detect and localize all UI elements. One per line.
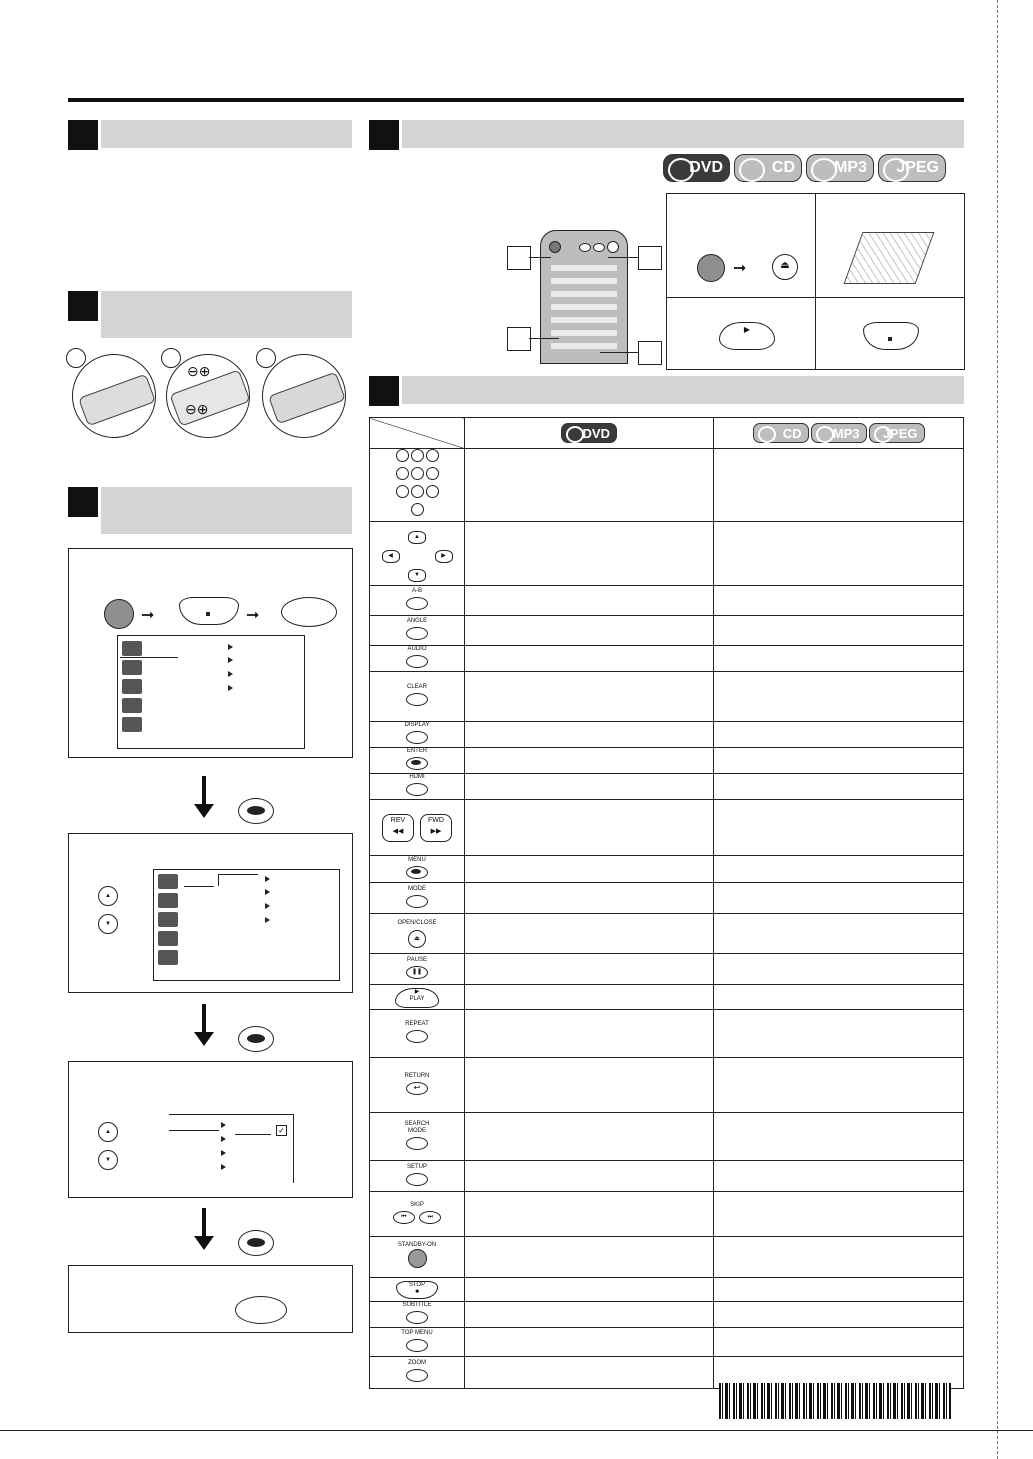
- open-close-button-label: OPEN/CLOSE: [397, 919, 437, 926]
- table-row: [370, 616, 964, 646]
- arrow-right-icon: ➞: [733, 260, 747, 277]
- battery-step-1: [72, 354, 156, 438]
- stop-button-icon: STOP ■: [396, 1281, 438, 1299]
- fwd-button-label: FWD: [428, 816, 444, 824]
- disc-icon: [811, 158, 837, 182]
- cursor-buttons-icon: ▲ ◀ ▶ ▼: [370, 522, 465, 586]
- table-row: [370, 1278, 964, 1302]
- arrow-right-icon: ➞: [246, 607, 260, 624]
- dvd-badge: DVD: [663, 154, 730, 182]
- mode-button-label: MODE: [408, 885, 426, 892]
- table-row: [370, 449, 964, 522]
- disc-icon: [883, 158, 909, 182]
- display-icon: [158, 893, 178, 908]
- disc-icon: [668, 158, 694, 182]
- enter-button-icon: [238, 1230, 274, 1256]
- submenu-arrow-icon: [228, 657, 233, 663]
- callout-3: [507, 327, 531, 351]
- up-button-icon: ▲: [98, 886, 118, 906]
- search-mode-button-icon: [406, 1137, 428, 1150]
- table-row: [370, 914, 964, 954]
- battery-step-2: ⊖⊕ ⊖⊕: [166, 354, 250, 438]
- down-button-icon: ▼: [98, 1150, 118, 1170]
- setup-menu-screen: [117, 635, 305, 749]
- skip-back-button-icon: ⏮: [393, 1211, 415, 1224]
- clear-button-label: CLEAR: [406, 684, 427, 690]
- menu-underline: [169, 1130, 219, 1131]
- table-row: [370, 1161, 964, 1192]
- video-icon: [158, 912, 178, 927]
- gear-icon: [122, 717, 142, 732]
- open-close-button-icon: ⏏: [408, 930, 426, 948]
- arrow-down-icon: [202, 776, 206, 806]
- callout-4: [638, 341, 662, 365]
- submenu-arrow-icon: [228, 644, 233, 650]
- subtitle-button-label: SUBTITLE: [402, 1302, 432, 1308]
- section-1-header: [101, 120, 352, 148]
- video-icon: [122, 679, 142, 694]
- audio-button-label: AUDIO: [407, 646, 427, 652]
- table-row: [370, 672, 964, 722]
- table-row: [370, 522, 964, 586]
- menu-button-icon: [406, 866, 428, 879]
- submenu-arrow-icon: [265, 876, 270, 882]
- top-menu-button-icon: [406, 1339, 428, 1352]
- setup-button-icon: [235, 1296, 287, 1324]
- angle-button-label: ANGLE: [406, 618, 428, 624]
- arrow-down-icon: [202, 1004, 206, 1034]
- submenu-arrow-icon: [228, 671, 233, 677]
- setup-button-icon: [406, 1173, 428, 1186]
- section-2-marker: [68, 291, 98, 321]
- setup-step-3: [68, 1061, 353, 1198]
- down-button-icon: ▼: [98, 914, 118, 934]
- menu-underline: [218, 874, 219, 886]
- ab-button-label: A-B: [411, 588, 422, 594]
- dvd-badge: DVD: [561, 423, 617, 443]
- table-row: [370, 646, 964, 672]
- skip-button-label: SKIP: [410, 1201, 424, 1208]
- section-2-header: [101, 291, 352, 338]
- submenu-arrow-icon: [221, 1150, 226, 1156]
- arrow-down-icon: [202, 1208, 206, 1238]
- top-menu-button-label: TOP MENU: [401, 1329, 433, 1336]
- submenu-arrow-icon: [221, 1164, 226, 1170]
- table-row: [370, 985, 964, 1010]
- play-button-icon: ▶: [719, 322, 775, 350]
- table-row: [370, 774, 964, 800]
- audio-icon: [158, 931, 178, 946]
- table-row: [370, 954, 964, 985]
- skip-forward-button-icon: ⏭: [419, 1211, 441, 1224]
- button-function-table: [369, 417, 964, 1389]
- hdmi-button-icon: [406, 783, 428, 796]
- language-icon: [158, 874, 178, 889]
- stop-button-icon: [863, 322, 919, 350]
- section-5-marker: [369, 376, 399, 406]
- hdmi-button-label: HDMI: [409, 774, 425, 780]
- disc-icon: [816, 426, 834, 443]
- jpeg-badge: JPEG: [869, 423, 925, 443]
- callout-line: [529, 338, 559, 339]
- enter-button-label: ENTER: [406, 748, 428, 754]
- zoom-button-icon: [406, 1369, 428, 1382]
- table-row: [370, 1010, 964, 1058]
- return-button-icon: ↩: [406, 1082, 428, 1095]
- standby-button-icon: [104, 599, 134, 629]
- return-button-label: RETURN: [404, 1072, 430, 1079]
- enter-button-icon: [238, 798, 274, 824]
- table-row: [370, 1302, 964, 1328]
- table-row: [370, 883, 964, 914]
- bottom-rule: [0, 1430, 1033, 1431]
- enter-button-icon: [238, 1026, 274, 1052]
- repeat-button-label: REPEAT: [405, 1021, 429, 1027]
- open-close-button-icon: ⏏: [772, 254, 798, 280]
- callout-2: [638, 246, 662, 270]
- submenu-arrow-icon: [265, 917, 270, 923]
- display-icon: [122, 660, 142, 675]
- disc-icon: [874, 426, 892, 443]
- table-row: [370, 748, 964, 774]
- up-button-icon: ▲: [98, 1122, 118, 1142]
- table-header-row: [370, 418, 964, 449]
- audio-icon: [122, 698, 142, 713]
- stop-button-label: STOP: [408, 1282, 426, 1288]
- playback-steps-grid: [666, 193, 965, 370]
- table-row: [370, 586, 964, 616]
- setup-step-2: [68, 833, 353, 993]
- table-row: [370, 1113, 964, 1161]
- mp3-badge: MP3: [806, 154, 874, 182]
- menu-underline: [218, 874, 258, 875]
- cut-line: [997, 0, 998, 1459]
- battery-step-3-marker: [256, 348, 276, 368]
- table-row: [370, 800, 964, 856]
- submenu-arrow-icon: [221, 1122, 226, 1128]
- cd-mp3-jpeg-column-header: [714, 418, 964, 449]
- table-row: [370, 1237, 964, 1278]
- rev-button-label: REV: [390, 816, 406, 824]
- table-row: [370, 722, 964, 748]
- stop-button-icon: [179, 597, 239, 625]
- display-button-label: DISPLAY: [404, 722, 430, 728]
- section-3-marker: [68, 487, 98, 517]
- standby-button-icon: [697, 254, 725, 282]
- section-5-header: [402, 376, 964, 404]
- top-rule: [68, 98, 964, 102]
- corner-cell: [370, 418, 465, 449]
- play-button-icon: ▶ PLAY: [395, 988, 439, 1008]
- section-4-marker: [369, 120, 399, 150]
- arrow-right-icon: ➞: [141, 607, 155, 624]
- rev-fwd-buttons-icon: REV ◀◀FWD ▶▶: [370, 800, 465, 856]
- barcode: [719, 1383, 951, 1419]
- clear-button-icon: [406, 693, 428, 706]
- setup-step-4: [68, 1265, 353, 1333]
- setup-menu-screen: [153, 869, 340, 981]
- battery-step-2-marker: [161, 348, 181, 368]
- repeat-button-icon: [406, 1030, 428, 1043]
- play-button-label: PLAY: [409, 995, 425, 1002]
- menu-underline: [235, 1134, 271, 1135]
- callout-line: [608, 257, 638, 258]
- search-mode-button-label: SEARCH MODE: [404, 1120, 430, 1134]
- disc-icon: [739, 158, 765, 182]
- battery-step-1-marker: [66, 348, 86, 368]
- angle-button-icon: [406, 627, 428, 640]
- remote-control: [540, 230, 628, 364]
- section-3-header: [101, 487, 352, 534]
- callout-line: [529, 257, 551, 258]
- language-icon: [122, 641, 142, 656]
- display-button-icon: [406, 731, 428, 744]
- battery-step-3: [262, 354, 346, 438]
- table-row: [370, 1192, 964, 1237]
- setup-button-label: SETUP: [406, 1163, 427, 1170]
- disc-tray-illustration: [844, 232, 935, 284]
- mp3-badge: MP3: [811, 423, 867, 443]
- submenu-arrow-icon: [228, 685, 233, 691]
- subtitle-button-icon: [406, 1311, 428, 1324]
- submenu-arrow-icon: [265, 889, 270, 895]
- cd-badge: CD: [734, 154, 802, 182]
- submenu-arrow-icon: [265, 903, 270, 909]
- menu-underline: [120, 657, 178, 658]
- section-1-marker: [68, 120, 98, 150]
- ab-button-icon: [406, 597, 428, 610]
- table-row: [370, 856, 964, 883]
- disc-icon: [566, 426, 584, 443]
- setup-button-icon: [281, 597, 337, 627]
- menu-button-label: MENU: [408, 856, 426, 863]
- menu-underline: [184, 886, 214, 887]
- disc-icon: [758, 426, 776, 443]
- setup-step-1: [68, 548, 353, 758]
- number-buttons-icon: [370, 449, 465, 522]
- submenu-arrow-icon: [221, 1136, 226, 1142]
- callout-line: [600, 352, 638, 353]
- jpeg-badge: JPEG: [878, 154, 946, 182]
- section-4-header: [402, 120, 964, 148]
- enter-button-icon: [406, 757, 428, 770]
- pause-button-label: PAUSE: [407, 956, 427, 963]
- cd-badge: CD: [753, 423, 809, 443]
- dvd-column-header: [465, 418, 714, 449]
- audio-button-icon: [406, 655, 428, 668]
- callout-1: [507, 246, 531, 270]
- zoom-button-label: ZOOM: [408, 1360, 426, 1366]
- check-icon: ✓: [276, 1125, 287, 1136]
- mode-button-icon: [406, 895, 428, 908]
- standby-on-button-icon: [408, 1249, 427, 1268]
- table-row: [370, 1058, 964, 1113]
- pause-button-icon: ❚❚: [406, 966, 428, 979]
- standby-on-button-label: STANDBY-ON: [397, 1241, 437, 1248]
- gear-icon: [158, 950, 178, 965]
- table-row: [370, 1328, 964, 1357]
